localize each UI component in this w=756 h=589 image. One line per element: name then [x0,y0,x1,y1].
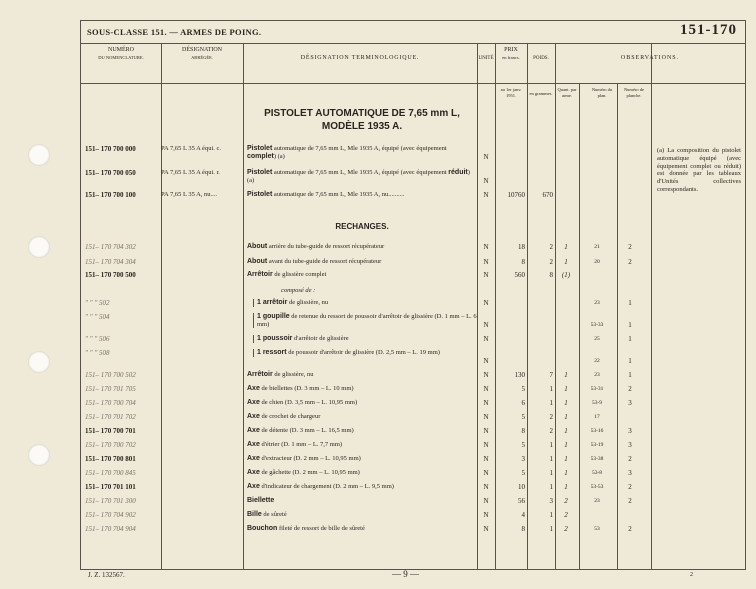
page-number: — 9 — [392,569,419,579]
weight: 7 [549,371,553,379]
item-number: 151– 170 704 902 [85,511,136,519]
quantity-per-weapon: 1 [564,243,568,251]
page-header [81,21,745,44]
item-number: ″ ″ ″ 506 [85,335,110,343]
item-number: 151– 170 700 701 [85,427,136,435]
weight: 8 [549,271,553,279]
unit: N [483,371,489,379]
quantity-per-weapon: 1 [564,371,568,379]
plate-number: 1 [628,299,632,307]
price: 18 [518,243,525,251]
item-number: 151– 170 701 705 [85,385,136,393]
footer-ref: J. Z. 132567. [88,571,125,579]
weight: 2 [549,258,553,266]
quantity-per-weapon: 1 [564,399,568,407]
col-poids: POIDS. [533,56,549,61]
subclass-title: SOUS-CLASSE 151. — ARMES DE POING. [87,27,262,37]
term-designation: Biellette [247,497,275,504]
quantity-per-weapon: (1) [561,271,571,279]
term-designation: 1 ressort de poussoir d'arrêtoir de glissière (D. 2,5 mm – L. 19 mm) [253,349,479,357]
col-numero: NUMÉRO DU NOMENCLATURE. [98,47,144,60]
item-number: 151– 170 700 050 [85,169,136,177]
term-designation: Pistolet automatique de 7,65 mm L, Mle 1935 A, équipé (avec équipement réduit) (a) [247,169,470,184]
unit: N [483,497,489,505]
abbrev-designation: PA 7,65 L 35 A équi. r. [161,169,220,176]
plan-number: 22 [594,358,600,364]
item-number: 151– 170 700 500 [85,271,136,279]
plate-number: 2 [628,243,632,251]
weight: 2 [549,413,553,421]
punch-hole [28,144,50,166]
plan-number: 53-16 [590,428,604,434]
unit: N [483,153,489,161]
price: 5 [521,469,525,477]
unit: N [483,483,489,491]
weight: 1 [549,525,553,533]
weight: 1 [549,483,553,491]
unit: N [483,441,489,449]
abbrev-designation: PA 7,65 L 35 A équi. c. [161,145,222,152]
plate-number: 1 [628,371,632,379]
plan-number: 53-8 [591,470,603,476]
quantity-per-weapon: 1 [564,413,568,421]
item-number: 151– 170 704 904 [85,525,136,533]
item-number: 151– 170 700 502 [85,371,136,379]
term-designation: 1 poussoir d'arrêtoir de glissière [253,335,479,343]
term-designation: About arrière du tube-guide de ressort récupérateur [247,243,385,250]
item-number: 151– 170 700 704 [85,399,136,407]
unit: N [483,258,489,266]
item-number: 151– 170 704 304 [85,258,136,266]
weight: 1 [549,469,553,477]
price: 8 [521,427,525,435]
weight: 3 [549,497,553,505]
price: 8 [521,525,525,533]
plan-number: 23 [594,498,600,504]
price: 56 [518,497,525,505]
plan-number: 21 [594,244,600,250]
plan-number: 53-53 [590,484,604,490]
term-designation: Axe d'étrier (D. 1 mm – L. 7,7 mm) [247,441,343,448]
planche-header: Numéro de planche. [623,87,645,98]
col-observations: OBSERVATIONS. [620,55,680,61]
unit: N [483,525,489,533]
observation-note: (a) La composition du pistolet automatique équipé (avec équipement complet ou réduit) est donnée par les tableaux d'Unités collectives correspondants. [657,147,741,193]
term-designation: Bouchon fileté de ressort de bille de sûreté [247,525,365,532]
plan-number: 23 [594,300,600,306]
weight: 1 [549,455,553,463]
term-designation: Pistolet automatique de 7,65 mm L, Mle 1935 A, nu.......... [247,191,405,198]
item-number: ″ ″ ″ 508 [85,349,110,357]
item-number: 151– 170 700 000 [85,145,136,153]
plate-number: 3 [628,441,632,449]
plan-number: 17 [594,414,600,420]
unit: N [483,271,489,279]
plan-number: 53-31 [590,386,604,392]
unit: N [483,299,489,307]
price: 6 [521,399,525,407]
plate-number: 2 [628,455,632,463]
term-designation: Axe d'extracteur (D. 2 mm – L. 10,95 mm) [247,455,361,462]
term-designation: Arrêtoir de glissière complet [247,271,327,278]
table-frame [80,20,746,570]
quantity-per-weapon: 1 [564,483,568,491]
price: 10 [518,483,525,491]
item-number: 151– 170 701 300 [85,497,136,505]
price: 130 [514,371,525,379]
plan-number: 53-33 [590,322,604,328]
price: 3 [521,455,525,463]
weight: 1 [549,399,553,407]
punch-hole [28,444,50,466]
quant-header: Quant. par arme. [557,87,577,98]
item-number: ″ ″ ″ 504 [85,313,110,321]
price: 4 [521,511,525,519]
plate-number: 2 [628,483,632,491]
plan-number: 53 [594,526,600,532]
col-prix: PRIX en francs. [502,47,520,60]
quantity-per-weapon: 1 [564,385,568,393]
plate-number: 3 [628,427,632,435]
weight: 1 [549,385,553,393]
unit: N [483,321,489,329]
col-unite: UNITÉ [478,56,494,61]
class-code: 151-170 [680,22,737,38]
quantity-per-weapon: 1 [564,455,568,463]
unit: N [483,177,489,185]
price: 5 [521,441,525,449]
unit: N [483,469,489,477]
unit: N [483,191,489,199]
term-designation: Axe de détente (D. 3 mm – L. 16,5 mm) [247,427,354,434]
plate-number: 2 [628,258,632,266]
item-number: 151– 170 700 801 [85,455,136,463]
plate-number: 2 [628,385,632,393]
plate-number: 3 [628,469,632,477]
term-designation: Pistolet automatique de 7,65 mm L, Mle 1935 A, équipé (avec équipement complet) (a) [247,145,447,160]
term-designation: Axe de biellettes (D. 3 mm – L. 10 mm) [247,385,354,392]
item-number: 151– 170 701 101 [85,483,136,491]
plate-number: 1 [628,321,632,329]
unit: N [483,243,489,251]
price: 5 [521,413,525,421]
punch-hole [28,236,50,258]
plate-number: 2 [628,497,632,505]
quantity-per-weapon: 1 [564,427,568,435]
term-designation: About avant du tube-guide de ressort récupérateur [247,258,382,265]
term-designation: Arrêtoir de glissière, nu [247,371,314,378]
term-designation: composé de : [281,287,316,294]
quantity-per-weapon: 1 [564,441,568,449]
item-number: 151– 170 701 702 [85,413,136,421]
section-title: PISTOLET AUTOMATIQUE DE 7,65 mm L, MODÈLE 1935 A. [264,108,460,132]
term-designation: 1 goupille de retenue du ressort de poussoir d'arrêtoir de glissière (D. 1 mm – L. 6 mm) [253,313,479,328]
plan-number: 23 [594,372,600,378]
weight: 1 [549,511,553,519]
plate-number: 2 [628,525,632,533]
term-designation: Axe de gâchette (D. 2 mm – L. 10,95 mm) [247,469,360,476]
weight: 2 [549,427,553,435]
term-designation: 1 arrêtoir de glissière, nu [253,299,479,307]
unit: N [483,511,489,519]
unit: N [483,455,489,463]
punch-hole [28,351,50,373]
weight: 670 [542,191,553,199]
item-number: ″ ″ ″ 502 [85,299,110,307]
footer-mark: 2 [690,572,693,578]
plan-header: Numéro du plan. [591,87,613,98]
term-designation: Bille de sûreté [247,511,287,518]
term-designation: Axe de chien (D. 3,5 mm – L. 10,95 mm) [247,399,358,406]
col-terminologique: DÉSIGNATION TERMINOLOGIQUE. [300,55,420,61]
price: 8 [521,258,525,266]
plan-number: 20 [594,259,600,265]
term-designation: Axe d'indicateur de chargement (D. 2 mm – L. 9,5 mm) [247,483,394,490]
poids-unit: en grammes. [529,91,553,96]
item-number: 151– 170 700 845 [85,469,136,477]
plan-number: 53-19 [590,442,604,448]
item-number: 151– 170 704 302 [85,243,136,251]
quantity-per-weapon: 2 [564,511,568,519]
unit: N [483,427,489,435]
item-number: 151– 170 700 100 [85,191,136,199]
quantity-per-weapon: 2 [564,497,568,505]
plate-number: 1 [628,335,632,343]
unit: N [483,357,489,365]
unit: N [483,385,489,393]
quantity-per-weapon: 2 [564,525,568,533]
unit: N [483,399,489,407]
weight: 1 [549,441,553,449]
price: 5 [521,385,525,393]
quantity-per-weapon: 1 [564,469,568,477]
prix-date: au 1er janv. 1951. [500,87,522,98]
price: 560 [514,271,525,279]
plate-number: 3 [628,399,632,407]
col-designation: DÉSIGNATION ABRÉGÉE. [182,47,222,60]
rechanges-title: RECHANGES. [335,222,389,231]
item-number: 151– 170 700 702 [85,441,136,449]
plan-number: 25 [594,336,600,342]
plan-number: 53-38 [590,456,604,462]
plate-number: 1 [628,357,632,365]
quantity-per-weapon: 1 [564,258,568,266]
plan-number: 53-9 [591,400,603,406]
unit: N [483,335,489,343]
abbrev-designation: PA 7,65 L 35 A, nu.... [161,191,218,198]
term-designation: Axe de crochet de chargeur [247,413,321,420]
weight: 2 [549,243,553,251]
price: 10760 [507,191,525,199]
unit: N [483,413,489,421]
